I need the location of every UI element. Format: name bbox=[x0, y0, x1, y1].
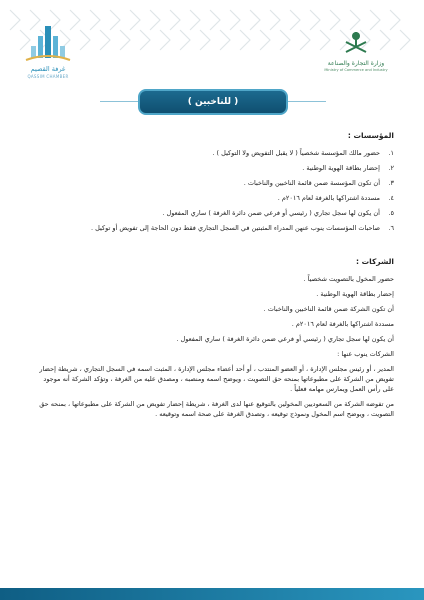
list-item: أن يكون لها سجل تجاري ( رئيسي أو فرعي ضمن دائرة الغرفة ) ساري المفعول . bbox=[176, 334, 394, 343]
item-text: أن يكون لها سجل تجاري ( رئيسي أو فرعي ضمن دائرة الغرفة ) ساري المفعول . bbox=[162, 208, 380, 217]
list-item bbox=[30, 193, 394, 203]
item-number: ٥. bbox=[388, 208, 394, 217]
item-text: مسددة اشتراكها بالغرفة لعام ٢٠١٦م . bbox=[277, 193, 380, 202]
item-text: صاحبات المؤسسات ينوب عنهن المدراء المثبتين في السجل التجاري فقط دون الحاجة إلى تفويض أو توكيل . bbox=[90, 223, 380, 232]
list-item bbox=[30, 208, 394, 218]
list-item: الشركات ينوب عنها : bbox=[337, 349, 394, 358]
list-item bbox=[30, 223, 394, 233]
paragraph: من تفوضه الشركة من السعوديين المخولين بالتوقيع عنها لدى الغرفة ، شريطة إحضار تفويض من الشركة على مطبوعاتها ، بمنحه حق التصويت ، ويوضح اسم المخول ونموذج توقيعه ، وتصدق الغرفة على صحة اسمه وتوقيعه . bbox=[39, 400, 394, 419]
item-number: ٣. bbox=[388, 178, 394, 187]
item-text: أن تكون المؤسسة ضمن قائمة الناخبين والناخبات . bbox=[243, 178, 380, 187]
companies-heading: الشركات : bbox=[355, 257, 394, 266]
list-item bbox=[30, 178, 394, 188]
list-item bbox=[30, 163, 394, 173]
item-text: إحضار بطاقة الهوية الوطنية . bbox=[302, 163, 380, 172]
list-item: مسددة اشتراكها بالغرفة لعام ٢٠١٦م . bbox=[291, 319, 394, 328]
banner-title: ( للناخبين ) bbox=[187, 97, 239, 107]
item-text: حضور مالك المؤسسة شخصياً ( لا يقبل التفويض ولا التوكيل ) . bbox=[212, 148, 380, 157]
paragraph: المدير ، أو رئيس مجلس الإدارة ، أو العضو المنتدب ، أو أحد أعضاء مجلس الإدارة ، المثبت اسمه في السجل التجاري ، شريطة إحضار تفويض من الشركة على مطبوعاتها بمنحه حق التصويت ، ويوضح اسمه ومنصبه ، ومصدق عليه من الغرفة ، وتؤكد الشركة أنه موجود على رأس العمل ويمارس مهامه فعلياً . bbox=[39, 365, 394, 394]
qassim-chamber-logo bbox=[18, 22, 78, 80]
item-number: ٦. bbox=[388, 223, 394, 232]
section-banner bbox=[138, 89, 288, 115]
right-logo-arabic: وزارة التجارة والصناعة bbox=[327, 60, 385, 67]
ministry-logo bbox=[316, 30, 396, 75]
document-body bbox=[30, 126, 394, 424]
item-number: ٤. bbox=[388, 193, 394, 202]
footer-bar bbox=[0, 588, 424, 600]
left-logo-arabic: غرفة القصيم bbox=[30, 65, 66, 73]
ministry-emblem-icon bbox=[341, 30, 371, 58]
chamber-emblem-icon bbox=[18, 22, 78, 66]
list-item bbox=[30, 148, 394, 158]
list-item: إحضار بطاقة الهوية الوطنية . bbox=[316, 289, 394, 298]
list-item: حضور المخول بالتصويت شخصياً . bbox=[303, 274, 394, 283]
item-number: ٢. bbox=[388, 163, 394, 172]
institutions-heading: المؤسسات : bbox=[347, 131, 394, 140]
list-item: أن تكون الشركة ضمن قائمة الناخبين والناخبات . bbox=[263, 304, 394, 313]
right-logo-english: Ministry of Commerce and Industry bbox=[324, 68, 388, 72]
left-logo-english: QASSIM CHAMBER bbox=[27, 74, 69, 79]
item-number: ١. bbox=[388, 148, 394, 157]
